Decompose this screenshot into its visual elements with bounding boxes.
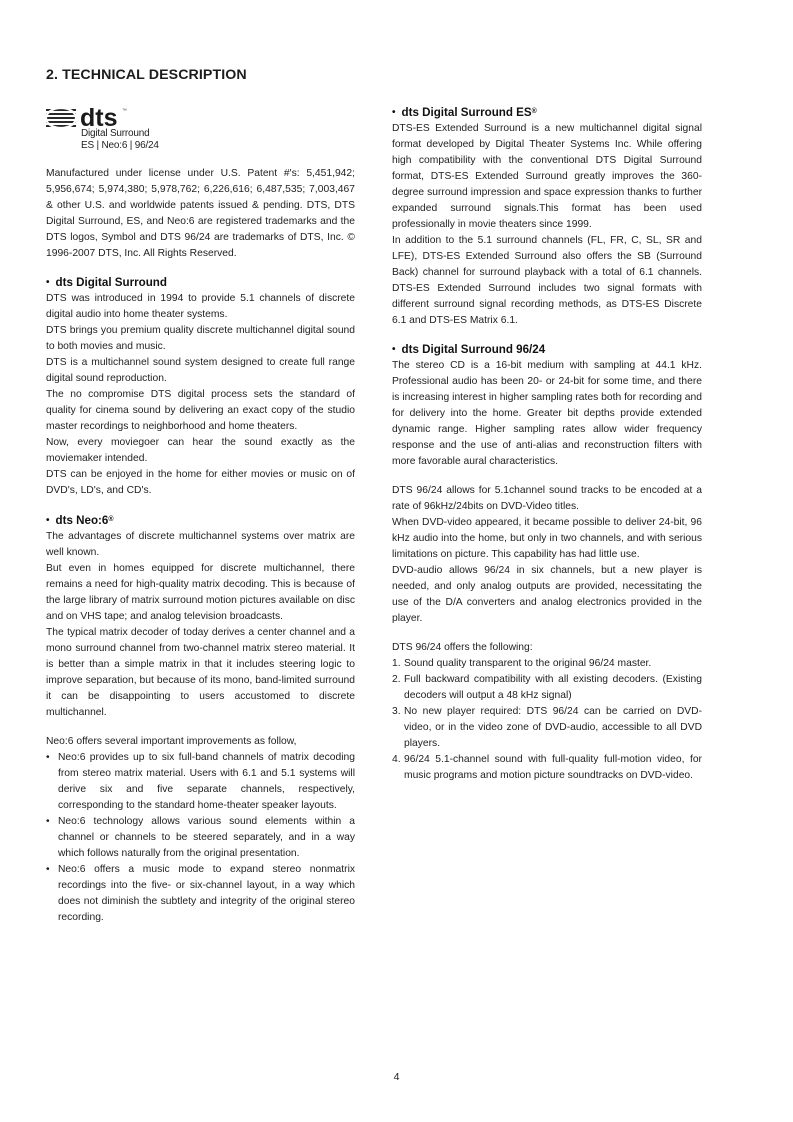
paragraph: Now, every moviegoer can hear the sound exactly as the moviemaker intended.	[46, 437, 355, 464]
es-body	[392, 121, 702, 329]
paragraph: DTS brings you premium quality discrete multichannel digital sound to both movies and music.	[46, 325, 355, 352]
neo6-body	[46, 529, 355, 926]
digital-surround-body	[46, 291, 355, 499]
dts-wordmark: dts	[80, 104, 118, 132]
section-title-dts-es: • dts Digital Surround ES®	[392, 106, 537, 119]
paragraph: The advantages of discrete multichannel systems over matrix are well known.	[46, 531, 355, 558]
s9624-body	[392, 358, 702, 784]
paragraph: The typical matrix decoder of today derives a center channel and a mono surround channel from two-channel matrix stereo material. It is better than a simple matrix in that it includes steering logic to improve separation, but because of its mono, band-limited surround it can be disappointing to users accustomed to discrete multichannel.	[46, 627, 355, 718]
paragraph: The stereo CD is a 16-bit medium with sampling at 44.1 kHz. Professional audio has been 20- or 24-bit for some time, and there is increasing interest in higher sampling rates both for recording and for delivery into the home. Greater bit depths provide extended dynamic range. Higher sampling rates allow wider frequency response and the use of anti-alias and reconstruction filters with more favorable aural characteristics.	[392, 360, 702, 467]
bullet-icon: •	[392, 107, 396, 118]
dts-logo	[46, 104, 166, 154]
list-item: • Neo:6 technology allows various sound elements within a channel or channels to be steered separately, and in a way which follows naturally from the original presentation.	[46, 816, 355, 859]
list-item: 1. Sound quality transparent to the original 96/24 master.	[392, 658, 652, 669]
paragraph: But even in homes equipped for discrete multichannel, there remains a need for high-quality matrix decoding. This is because of the large library of matrix surround motion pictures available on disc and on VHS tape; and analog television broadcasts.	[46, 563, 355, 622]
neo6-bullet-list	[46, 750, 355, 926]
registered-mark: ®	[108, 516, 114, 523]
bullet-icon: •	[46, 277, 50, 288]
bullet-icon: •	[46, 515, 50, 526]
list-item: 3. No new player required: DTS 96/24 can be carried on DVD-video, or in the video zone of DVD-audio, accessible to all DVD players.	[392, 706, 702, 749]
page-number: 4	[393, 1071, 400, 1083]
logo-caption-line1: Digital Surround	[81, 128, 150, 139]
s9624-offers-list	[392, 656, 702, 784]
list-item: • Neo:6 offers a music mode to expand stereo nonmatrix recordings into the five- or six-channel layout, in a way which does not diminish the subtlety and integrity of the original stereo recording.	[46, 864, 355, 923]
bullet-icon: •	[392, 344, 396, 355]
section-title-dts-digital-surround: • dts Digital Surround	[46, 276, 167, 289]
right-column	[392, 104, 702, 784]
license-paragraph: Manufactured under license under U.S. Patent #'s: 5,451,942; 5,956,674; 5,974,380; 5,978,762; 6,226,616; 6,487,535; 7,003,467 & other U.S. and worldwide patents issued & pending. DTS, DTS Digital Surround, ES, and Neo:6 are registered trademarks and the DTS logos, Symbol and DTS 96/24 are trademarks of DTS, Inc. © 1996-2007 DTS, Inc. All Rights Reserved.	[46, 168, 355, 259]
paragraph: DTS-ES Extended Surround is a new multichannel digital signal format developed by Digital Theater Systems Inc. While offering high compatibility with the conventional DTS Digital Surround format, DTS-ES Extended Surround greatly improves the 360-degree surround impression and space expression thanks to further expanded surround signals.This format has been used professionally in movie theaters since 1999.	[392, 123, 702, 230]
trademark-mark: ™	[122, 108, 127, 114]
paragraph: DTS 96/24 allows for 5.1channel sound tracks to be encoded at a rate of 96kHz/24bits on DVD-Video titles.	[392, 485, 702, 512]
paragraph: The no compromise DTS digital process sets the standard of quality for cinema sound by delivering an exact copy of the studio master recordings to neighborhood and home theaters.	[46, 389, 355, 432]
section-title-dts-neo6: • dts Neo:6®	[46, 514, 114, 527]
list-item: 4. 96/24 5.1-channel sound with full-quality full-motion video, for music programs and motion picture soundtracks on DVD-video.	[392, 754, 702, 781]
paragraph: When DVD-video appeared, it became possible to deliver 24-bit, 96 kHz audio into the home, but only in two channels, and with serious limitations on picture. This capability has had little use.	[392, 517, 702, 560]
left-column	[46, 166, 355, 926]
paragraph: In addition to the 5.1 surround channels (FL, FR, C, SL, SR and LFE), DTS-ES Extended Surround also offers the SB (Surround Back) channel for surround playback with a total of 6.1 channels. DTS-ES Extended Surround includes two signal formats with different surround signal recording methods, as DTS-ES Discrete 6.1 and DTS-ES Matrix 6.1.	[392, 235, 702, 326]
section-title-dts-9624: • dts Digital Surround 96/24	[392, 343, 546, 356]
offers-intro: DTS 96/24 offers the following:	[392, 642, 533, 653]
improvements-intro: Neo:6 offers several important improvements as follow,	[46, 736, 297, 747]
paragraph: DTS is a multichannel sound system designed to create full range digital sound reproduction.	[46, 357, 355, 384]
paragraph: DVD-audio allows 96/24 in six channels, but a new player is needed, and only analog outputs are provided, necessitating the use of the D/A converters and analog electronics provided in the player.	[392, 565, 702, 624]
list-item: • Neo:6 provides up to six full-band channels of matrix decoding from stereo matrix material. Users with 6.1 and 5.1 systems will derive six and five separate channels, respectively, corresponding to the standard home-theater speaker layouts.	[46, 752, 355, 811]
registered-mark: ®	[531, 108, 537, 115]
logo-caption-line2: ES | Neo:6 | 96/24	[81, 140, 159, 151]
paragraph: DTS was introduced in 1994 to provide 5.1 channels of discrete digital audio into home theater systems.	[46, 293, 355, 320]
page-heading: 2. TECHNICAL DESCRIPTION	[46, 67, 247, 83]
list-item: 2. Full backward compatibility with all existing decoders. (Existing decoders will output a 48 kHz signal)	[392, 674, 702, 701]
paragraph: DTS can be enjoyed in the home for either movies or music on of DVD's, LD's, and CD's.	[46, 469, 355, 496]
